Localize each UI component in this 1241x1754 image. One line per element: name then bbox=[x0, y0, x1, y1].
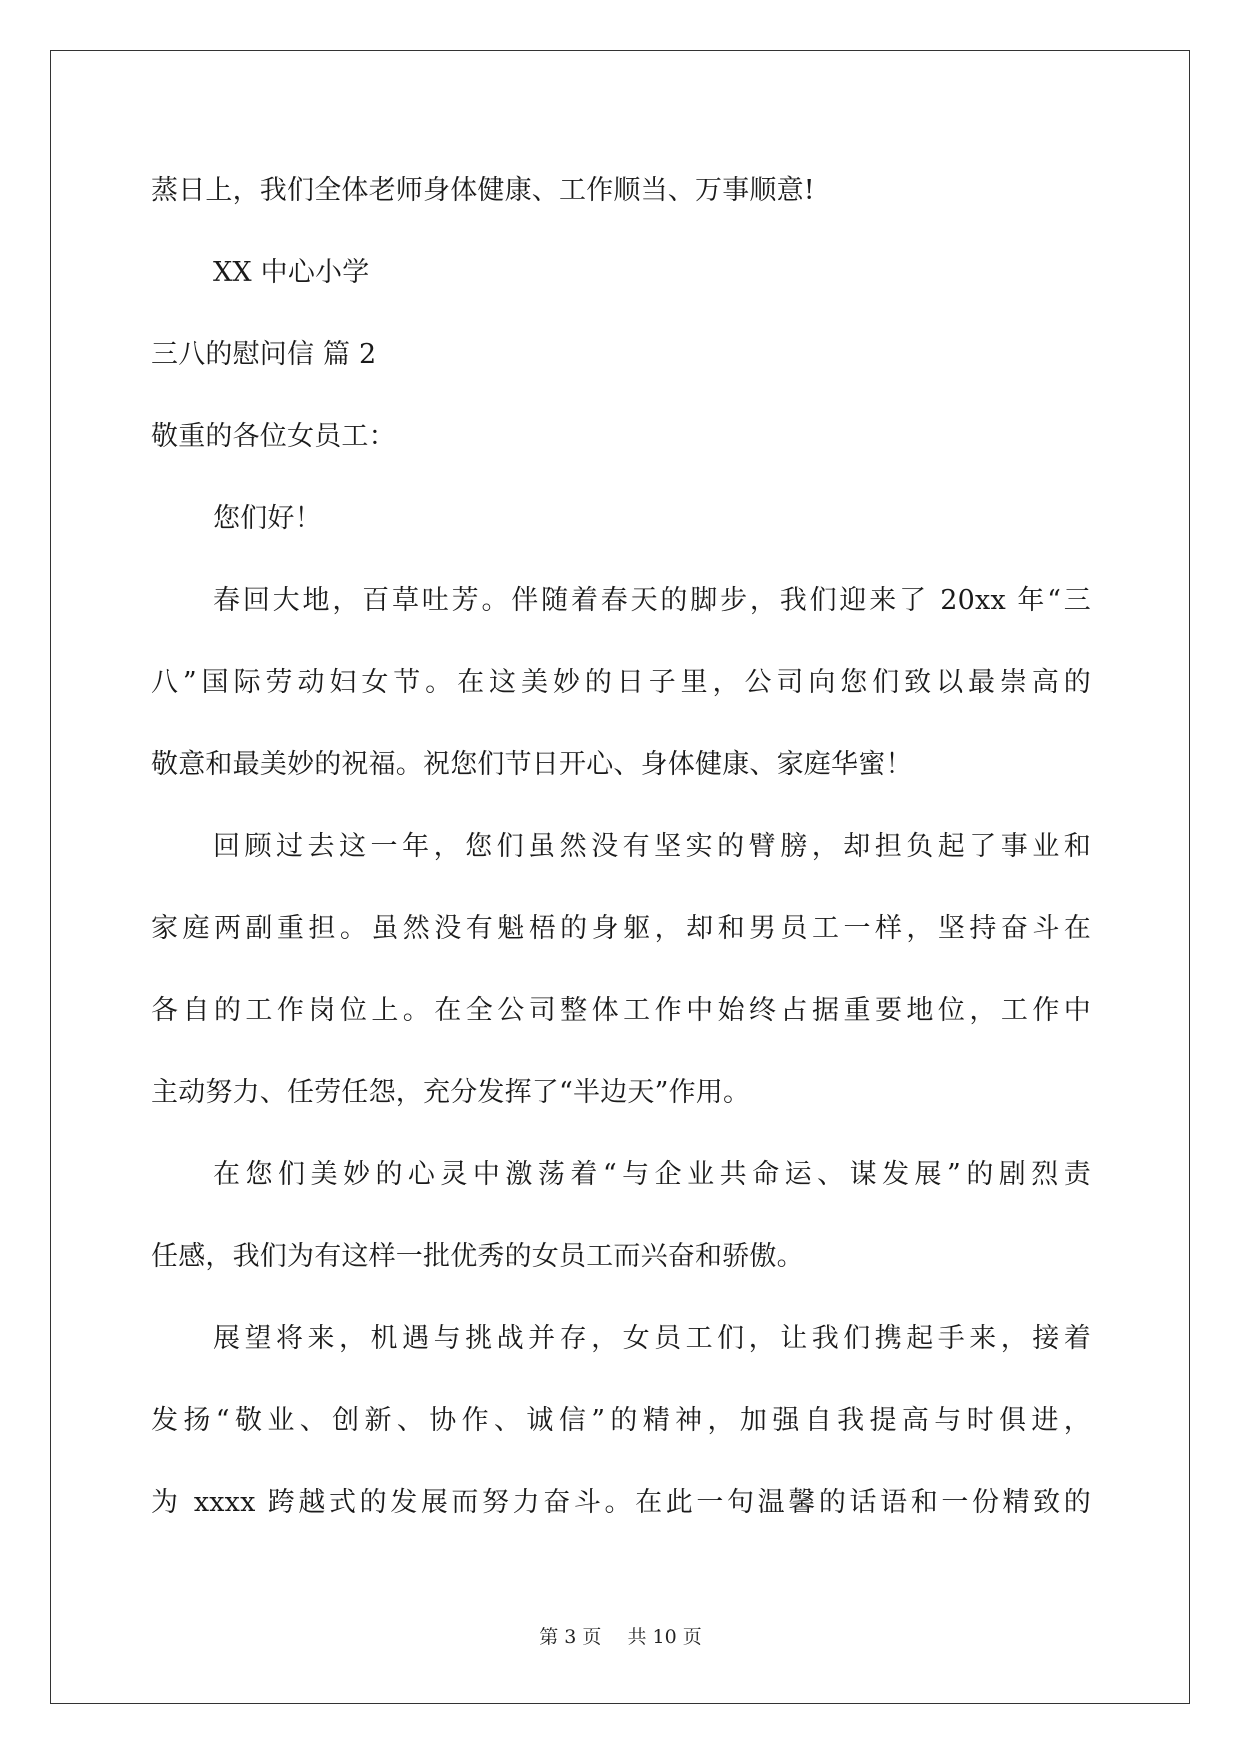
paragraph-line: 任感，我们为有这样一批优秀的女员工而兴奋和骄傲。 bbox=[151, 1241, 804, 1272]
paragraph-line: 在您们美妙的心灵中激荡着“与企业共命运、谋发展”的剧烈责 bbox=[213, 1159, 1091, 1190]
paragraph-line: 主动努力、任劳任怨，充分发挥了“半边天”作用。 bbox=[151, 1077, 751, 1108]
section-heading: 三八的慰问信 篇 2 bbox=[151, 339, 377, 370]
paragraph-line: 敬意和最美妙的祝福。祝您们节日开心、身体健康、家庭华蜜！ bbox=[151, 749, 913, 780]
page-number: 第 3 页 bbox=[539, 1626, 602, 1648]
paragraph-line: 蒸日上，我们全体老师身体健康、工作顺当、万事顺意! bbox=[151, 175, 815, 206]
paragraph-line: 家庭两副重担。虽然没有魁梧的身躯，却和男员工一样，坚持奋斗在 bbox=[151, 913, 1091, 944]
salutation: 敬重的各位女员工： bbox=[151, 421, 396, 452]
page-footer bbox=[0, 1622, 1241, 1649]
paragraph-line: 春回大地，百草吐芳。伴随着春天的脚步，我们迎来了 20xx 年“三 bbox=[213, 585, 1091, 616]
document-body bbox=[151, 150, 1091, 1544]
page-total: 共 10 页 bbox=[627, 1626, 702, 1648]
paragraph-line: 八”国际劳动妇女节。在这美妙的日子里，公司向您们致以最崇高的 bbox=[151, 667, 1091, 698]
paragraph-line: 发扬“敬业、创新、协作、诚信”的精神，加强自我提高与时俱进， bbox=[151, 1405, 1091, 1436]
paragraph-line: 回顾过去这一年，您们虽然没有坚实的臂膀，却担负起了事业和 bbox=[213, 831, 1091, 862]
signature-line: XX 中心小学 bbox=[213, 257, 370, 288]
greeting: 您们好！ bbox=[213, 503, 322, 534]
paragraph-line: 各自的工作岗位上。在全公司整体工作中始终占据重要地位，工作中 bbox=[151, 995, 1091, 1026]
paragraph-line: 展望将来，机遇与挑战并存，女员工们，让我们携起手来，接着 bbox=[213, 1323, 1091, 1354]
paragraph-line: 为 xxxx 跨越式的发展而努力奋斗。在此一句温馨的话语和一份精致的 bbox=[151, 1487, 1091, 1518]
